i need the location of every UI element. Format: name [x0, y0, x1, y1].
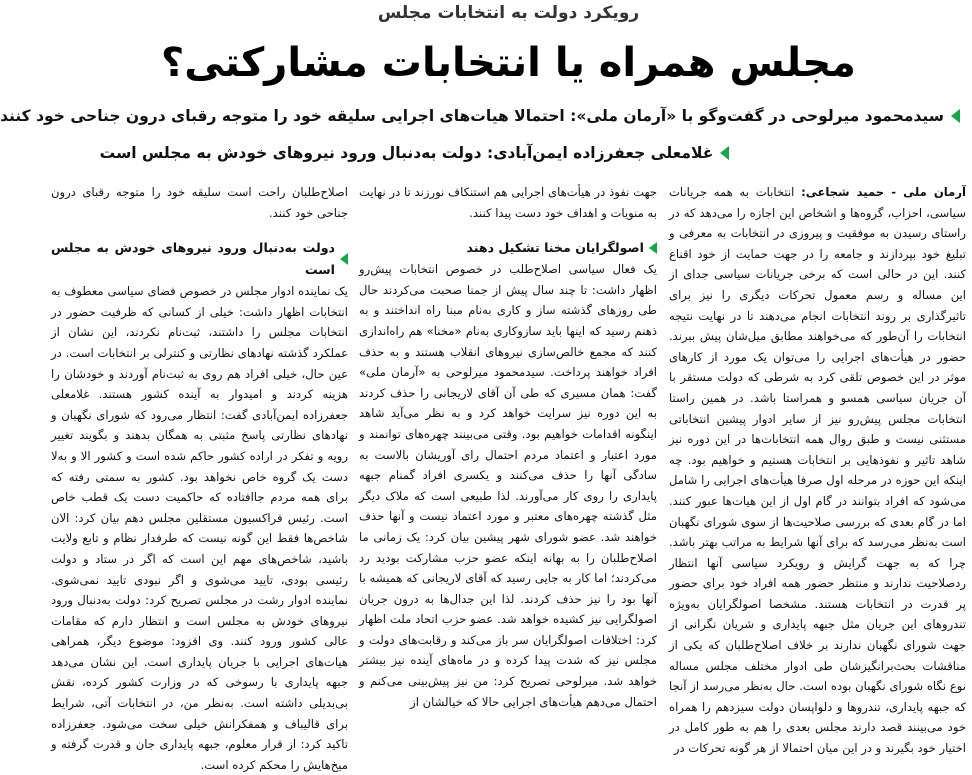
subhead-2 [57, 141, 772, 165]
subhead-1-text: سیدمحمود میرلوحی در گفت‌وگو با «آرمان ملی»: احتمالا هیات‌های اجرایی سلیقه خود را متوجه رقبای درون جناحی خود کنند [0, 107, 944, 125]
bullet-triangle-icon [649, 242, 657, 254]
section-title-3 [51, 237, 348, 281]
section-title-2-text: اصولگرایان مخنا تشکیل دهند [466, 240, 644, 256]
column-1 [669, 182, 966, 756]
section-title-3-text: دولت به‌دنبال ورود نیروهای خودش به مجلس است [51, 240, 335, 278]
column-2-intro: جهت نفوذ در هیأت‌های اجرایی هم استنکاف نورزند تا در نهایت به منویات و اهداف خود دست پیدا کنند. [359, 185, 657, 220]
column-2 [359, 182, 657, 731]
byline: آرمان ملی - حمید شجاعی: [801, 185, 966, 199]
article-headline: مجلس همراه یا انتخابات مشارکتی؟ [161, 40, 856, 86]
subhead-1 [0, 104, 960, 128]
column-3-text: یک نماینده ادوار مجلس در خصوص فضای سیاسی معطوف به انتخابات اظهار داشت: خیلی از کسانی که ظرفیت حضور در انتخابات مجلس را داشتند، ثبت‌نام نکردند، این نشان از عملکرد گذشته نهادهای نظارتی و کنترلی بر انتخابات است. در عین حال، خیلی افراد هم روی به ثبت‌نام آوردند و خودشان را هزینه کردند و امیدوار به آینده کشور هستند. غلامعلی جعفرزاده ایمن‌آبادی گفت: انتظار می‌رود که شورای نگهبان و نهادهای نظارتی پاسخ مثبتی به همگان بدهند و بگویند تغییر رویه و تفکر در اراده کشور حاکم شده است و کشور الا و به‌لا دست یک گروه خاص نخواهد بود. کشور به سمتی رفته که برای همه مردم جاافتاده که حاکمیت دست یک قطب خاص است. رئیس فراکسیون مستقلین مجلس دهم بیان کرد: الان شاخص‌ها فقط این گونه نیست که طرفدار نظام و تابع ولایت باشید، شاخص‌های مهم این است که اگر در ستاد و دولت رئیسی بودی، تایید می‌شوی و اگر نبودی تایید نمی‌شوی. نماینده ادوار رشت در مجلس تصریح کرد: دولت به‌دنبال ورود نیروهای خودش به مجلس است و انتظار دارم که مقامات عالی کشور ورود کنند. وی افزود: موضوع دیگر، همراهی هیات‌های اجرایی با جریان پایداری است. این نشان می‌دهد جبهه پایداری با رسوخی که در وزارت کشور کرده، نقش بی‌بدیلی داشته است. به‌نظر من، در انتخابات آتی، شرایط برای قالیباف و همفکرانش خیلی سخت می‌شود. جعفرزاده تاکید کرد: از قرار معلوم، جبهه پایداری جان و قدرت گرفته و میخ‌هایش را محکم کرده است. [51, 284, 348, 772]
bullet-triangle-icon [720, 146, 729, 160]
column-3-intro: اصلاح‌طلبان راحت است سلیقه خود را متوجه رقبای درون جناحی خود کنند. [51, 185, 348, 220]
bullet-triangle-icon [340, 253, 348, 265]
article-body [51, 182, 966, 772]
bullet-triangle-icon [951, 109, 960, 123]
subhead-2-text: غلامعلی جعفرزاده ایمن‌آبادی: دولت به‌دنبال ورود نیروهای خودش به مجلس است [99, 144, 714, 162]
article-kicker: رویکرد دولت به انتخابات مجلس [377, 3, 640, 23]
column-1-paragraph [669, 182, 966, 759]
column-3 [51, 182, 348, 772]
section-title-2 [359, 237, 657, 259]
column-1-text: انتخابات به همه جریانات سیاسی، احزاب، گروه‌ها و اشخاص این اجازه را می‌دهد که در راستای رسیدن به موفقیت و پیروزی در انتخابات به معرفی و تبلیغ خود بپردازند و جامعه را در جهت حمایت از خود اقناع کنند. این در حالی است که برخی جریانات سیاسی جدای از این مساله و رسم معمول تحرکات دیگری را نیز برای تاثیرگذاری بر روند انتخابات انجام می‌دهند تا در نهایت نتیجه انتخابات را آن‌طور که می‌خواهند مطابق میل‌شان پیش ببرند. حضور در هیأت‌های اجرایی را می‌توان یک مورد از کارهای موثر در این خصوص تلقی کرد به شرطی که دولت مستقر با آن جریان سیاسی همسو و همراستا باشد. در همین راستا انتخابات مجلس پیش‌رو نیز از سایر ادوار پیشین انتخاباتی مستثنی نیست و طبق روال همه انتخابات‌ها در این دوره نیز شاهد تاثیر و نفوذهایی بر انتخابات هستیم و خواهیم بود. چه اینکه این حوزه در مرحله اول صرفا هیأت‌های اجرایی را شامل می‌شود که افراد بتوانند در گام اول از این هیات‌ها عبور کنند. اما در گام بعدی که بررسی صلاحیت‌ها از سوی شورای نگهبان است به‌نظر می‌رسد که برای آنها شرایط به مراتب بهتر باشد. چرا که به جهت گرایش و رویکرد سیاسی آنها انتظار ردصلاحیت ندارند و منتظر حضور همه افراد خود برای حضور پر قدرت در انتخابات هستند. مشخصا اصولگرایان به‌ویژه تندروهای این جریان مثل جبهه پایداری و شریان نگرانی از جهت شورای نگهبان ندارند بر خلاف اصلاح‌طلبان که یکی از مناقشات بحث‌برانگیزشان طی ادوار مختلف مجلس مساله نوع نگاه شورای نگهبان بوده است. حال به‌نظر می‌رسد از آنجا که جبهه پایداری، تندروها و دلواپسان دولت سیزدهم را همراه خود می‌بینند قصد دارند مجلس بعدی را هم به طور کامل در اختیار خود بگیرند و در این میان احتمالا از هر گونه تحرکات در [669, 185, 966, 756]
column-2-text: یک فعال سیاسی اصلاح‌طلب در خصوص انتخابات پیش‌رو اظهار داشت: تا چند سال پیش از جمنا صحبت می‌کردند حال طی روزهای گذشته ساز و کاری به‌نام مبنا راه انداختند و به ذهنم رسید که اینها باید سازوکاری به‌نام «مخنا» هم راه‌اندازی کنند که مجمع خالص‌سازی نیروهای انقلاب هستند و به حذف افراد خواهند پرداخت. سیدمحمود میرلوحی به «آرمان ملی» گفت: همان مسیری که طی آن آقای لاریجانی را حذف کردند به این دوره نیز سرایت خواهد کرد و به نظر می‌آید شاهد اینگونه اقدامات خواهیم بود. وقتی می‌بینند چهره‌های توانمند و مورد اعتبار و اعتماد مردم احتمال رای آوریشان بالاست به سادگی آنها را حذف می‌کنند و یکسری افراد گمنام جبهه پایداری را روی کار می‌آورند. لذا طبیعی است که ملاک دیگر مثل گذشته چهره‌های معتبر و مورد اعتماد نیست و آنها حذف خواهند شد. عضو شورای شهر پیشین بیان کرد: یک زمانی ما اصلاح‌طلبان را به بهانه اینکه عضو حزب مشارکت بودید رد می‌کردند؛ اما کار به جایی رسید که آقای لاریجانی که همیشه با آنها بود را نیز حذف کردند. لذا این جدال‌ها به درون جریان اصولگرایی نیز کشیده خواهد شد. عضو حزب اتحاد ملت اظهار کرد: اختلافات اصولگرایان سر باز می‌کند و رقابت‌های دولت و مجلس نیز که شدت پیدا کرده و در ماه‌های آینده نیز بیشتر خواهد شد. میرلوحی تصریح کرد: من نیز پیش‌بینی می‌کنم و احتمال می‌دهم هیأت‌های اجرایی حالا که خیالشان از [359, 262, 657, 709]
